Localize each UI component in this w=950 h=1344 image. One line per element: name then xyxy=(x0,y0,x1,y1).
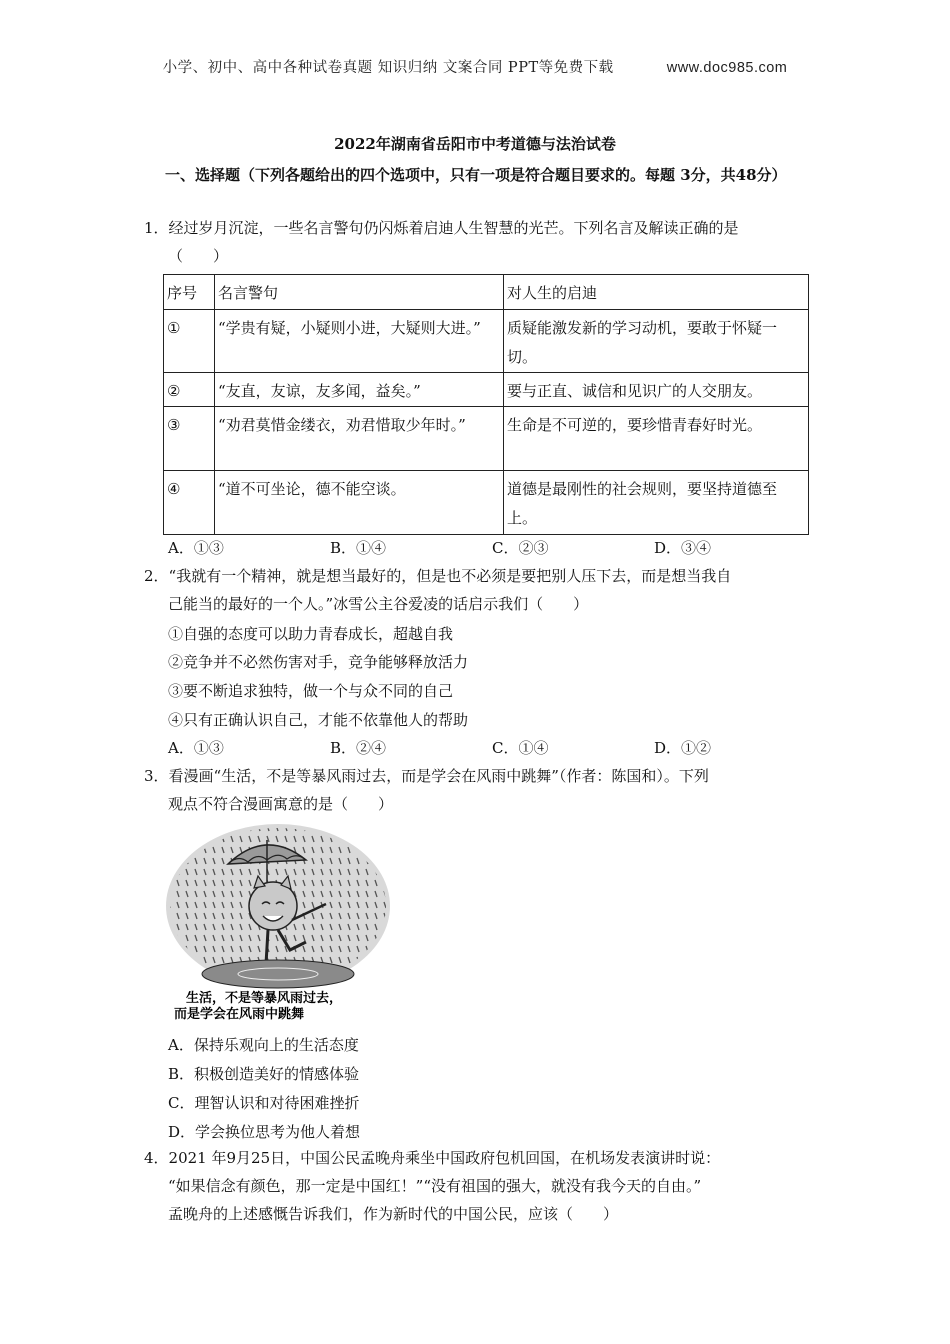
table-cell: “劝君莫惜金缕衣，劝君惜取少年时。” xyxy=(215,407,504,471)
table-header: 对人生的启迪 xyxy=(504,275,809,310)
option-b[interactable]: B．积极创造美好的情感体验 xyxy=(168,1065,360,1083)
cartoon-caption: 生活，不是等暴风雨过去， xyxy=(186,991,343,1006)
table-cell: ① xyxy=(164,310,215,373)
option-d[interactable]: D．③④ xyxy=(654,539,712,557)
table-header: 名言警句 xyxy=(215,275,504,310)
cartoon-image xyxy=(166,824,392,1024)
q1-options xyxy=(168,537,818,558)
question-stem: 孟晚舟的上述感慨告诉我们，作为新时代的中国公民，应该（ ） xyxy=(168,1205,619,1223)
table-row xyxy=(164,373,809,407)
question-stem: 2．“我就有一个精神，就是想当最好的，但是也不必须是要把别人压下去，而是想当我自 xyxy=(144,567,732,585)
option-a[interactable]: A．①③ xyxy=(168,539,224,557)
statement-item: ③要不断追求独特，做一个与众不同的自己 xyxy=(168,682,454,700)
table-cell: ② xyxy=(164,373,215,407)
header-text: 小学、初中、高中各种试卷真题 知识归纳 文案合同 PPT等免费下载 xyxy=(162,60,614,76)
question-4 xyxy=(144,1144,816,1228)
question-2 xyxy=(144,562,816,618)
exam-title: 2022年湖南省岳阳市中考道德与法治试卷 xyxy=(334,135,616,153)
section-heading: 一、选择题（下列各题给出的四个选项中，只有一项是符合题目要求的。每题 3分，共48分） xyxy=(165,166,787,184)
question-stem: 3．看漫画“生活，不是等暴风雨过去，而是学会在风雨中跳舞”（作者：陈国和）。下列 xyxy=(144,767,709,785)
table-cell: 道德是最刚性的社会规则，要坚持道德至上。 xyxy=(504,471,809,535)
q2-options xyxy=(168,737,818,758)
quote-table xyxy=(163,274,809,535)
question-3 xyxy=(144,762,816,818)
option-b[interactable]: B．①④ xyxy=(330,539,387,557)
question-stem: 观点不符合漫画寓意的是（ ） xyxy=(168,795,394,813)
header-site-link[interactable]: www.doc985.com xyxy=(666,60,788,76)
option-c[interactable]: C．理智认识和对待困难挫折 xyxy=(168,1094,360,1112)
cartoon-caption: 而是学会在风雨中跳舞 xyxy=(174,1007,305,1022)
option-d[interactable]: D．①② xyxy=(654,739,712,757)
statement-item: ②竞争并不必然伤害对手，竞争能够释放活力 xyxy=(168,653,469,671)
table-header: 序号 xyxy=(164,275,215,310)
table-header-row xyxy=(164,275,809,310)
question-1 xyxy=(144,214,816,270)
statement-item: ①自强的态度可以助力青春成长，超越自我 xyxy=(168,625,454,643)
question-stem: （ ） xyxy=(168,247,229,265)
page-header xyxy=(0,56,950,77)
question-stem: 1．经过岁月沉淀，一些名言警句仍闪烁着启迪人生智慧的光芒。下列名言及解读正确的是 xyxy=(144,219,739,237)
question-stem: “如果信念有颜色，那一定是中国红！”“没有祖国的强大，就没有我今天的自由。” xyxy=(168,1177,702,1195)
statement-item: ④只有正确认识自己，才能不依靠他人的帮助 xyxy=(168,711,469,729)
question-stem: 己能当的最好的一个人。”冰雪公主谷爱凌的话启示我们（ ） xyxy=(168,595,589,613)
option-b[interactable]: B．②④ xyxy=(330,739,387,757)
table-row xyxy=(164,310,809,373)
table-row xyxy=(164,407,809,471)
question-stem: 4．2021 年9月25日，中国公民孟晚舟乘坐中国政府包机回国，在机场发表演讲时说： xyxy=(144,1149,721,1167)
option-a[interactable]: A．保持乐观向上的生活态度 xyxy=(168,1036,359,1054)
table-cell: “道不可坐论，德不能空谈。 xyxy=(215,471,504,535)
option-d[interactable]: D．学会换位思考为他人着想 xyxy=(168,1123,361,1141)
table-cell: ③ xyxy=(164,407,215,471)
table-row xyxy=(164,471,809,535)
option-a[interactable]: A．①③ xyxy=(168,739,224,757)
table-cell: “学贵有疑，小疑则小进，大疑则大进。” xyxy=(215,310,504,373)
table-cell: “友直，友谅，友多闻，益矣。” xyxy=(215,373,504,407)
table-cell: 生命是不可逆的，要珍惜青春好时光。 xyxy=(504,407,809,471)
cartoon-illustration xyxy=(166,824,392,1024)
table-cell: ④ xyxy=(164,471,215,535)
table-cell: 质疑能激发新的学习动机，要敢于怀疑一切。 xyxy=(504,310,809,373)
option-c[interactable]: C．②③ xyxy=(492,539,549,557)
option-c[interactable]: C．①④ xyxy=(492,739,549,757)
table-cell: 要与正直、诚信和见识广的人交朋友。 xyxy=(504,373,809,407)
